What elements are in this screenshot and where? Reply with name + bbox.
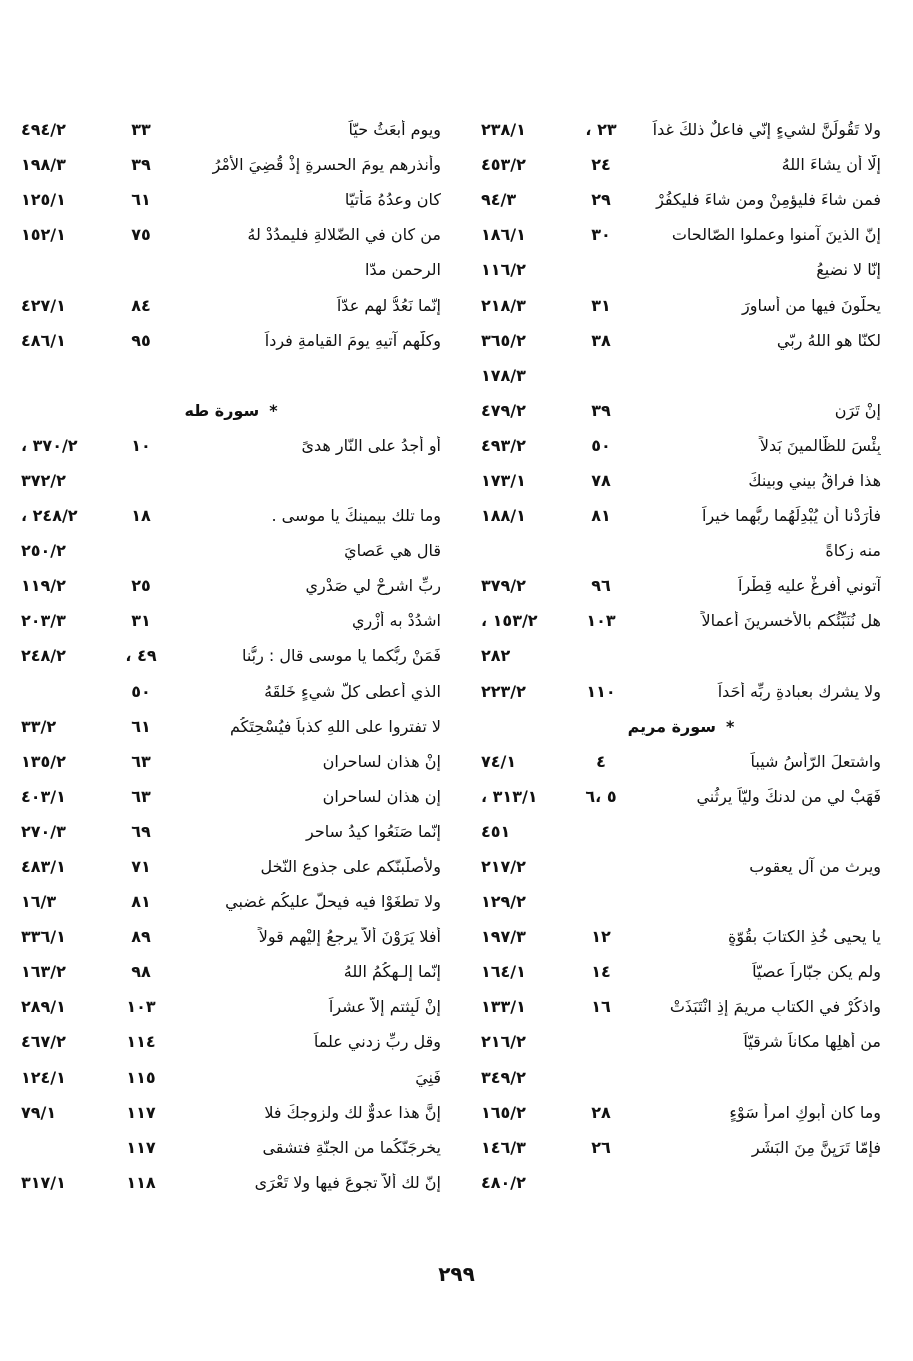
index-entry [21, 954, 441, 989]
index-entry [21, 463, 441, 498]
star-icon: * [726, 716, 735, 736]
page-reference: ٢٣٨/١ [481, 120, 526, 140]
verse-number: ٣١ [591, 295, 611, 315]
verse-text: فَنِيَ [415, 1067, 441, 1087]
verse-text: يخرجَنّكُما من الجنّةِ فتشقى [262, 1137, 441, 1157]
verse-text: الذي أعطى كلَّ شيءٍ خَلقَهُ [264, 681, 441, 701]
index-entry [21, 323, 441, 358]
index-entry [21, 849, 441, 884]
page-reference: ١٦٤/١ [481, 962, 526, 982]
index-entry [481, 849, 881, 884]
verse-text: وما تلك بيمينكَ يا موسى . [271, 506, 441, 526]
index-entry [481, 287, 881, 322]
index-entry [481, 1024, 881, 1059]
index-entry [481, 674, 881, 709]
index-entry [21, 533, 441, 568]
verse-number: ١٢ [591, 927, 611, 947]
index-entry [481, 147, 881, 182]
verse-text: إنّما صَنَعُوا كيدُ ساحرٍ [306, 821, 441, 841]
page-reference: ٢٨٩/١ [21, 997, 66, 1017]
verse-text: آتوني أُفرِغْ عليه قِطْراً [738, 576, 881, 596]
page-reference: ٤٧٩/٢ [481, 400, 526, 420]
verse-text: إنّ لك ألاّ تجوعَ فيها ولا تَعْرَى [254, 1172, 441, 1192]
verse-text: إن هذان لساحران [322, 786, 441, 806]
star-icon: * [269, 400, 278, 420]
index-entry [481, 498, 881, 533]
verse-text: لا تفتروا على اللهِ كذباً فيُسْحِتَكُم [229, 716, 441, 736]
verse-number: ٨٩ [131, 927, 151, 947]
verse-number: ١٦ [591, 997, 611, 1017]
sura-title: سورة طه [184, 400, 260, 420]
verse-number: ١١٧ [126, 1102, 156, 1122]
verse-text: ولأصلّبنّكم على جذوعِ النّخلِ [260, 857, 441, 877]
verse-text: اشدُدْ به أزْري [352, 611, 441, 631]
index-entry [21, 1024, 441, 1059]
verse-number: ٨٤ [131, 295, 151, 315]
index-entry [21, 989, 441, 1024]
page-reference: ٢٠٣/٣ [21, 611, 66, 631]
verse-text: إلّا أن يشاءَ اللهُ [781, 155, 881, 175]
index-entry [21, 217, 441, 252]
verse-number: ٣١ [131, 611, 151, 631]
verse-number: ٢٣ ، [585, 120, 617, 140]
index-entry [21, 674, 441, 709]
verse-number: ١٠٣ [126, 997, 156, 1017]
index-entry [21, 709, 441, 744]
index-entry [21, 147, 441, 182]
verse-text: إنّ الذينَ آمنوا وعملوا الصّالحات [671, 225, 881, 245]
verse-text: يا يحيى خُذِ الكتابَ بقُوّةٍ [727, 927, 881, 947]
verse-text: كان وعدُهُ مَأتيّا [344, 190, 441, 210]
page-reference: ٣١٣/١ ، [481, 786, 538, 806]
verse-number: ٩٨ [131, 962, 151, 982]
page-reference: ٣٣٦/١ [21, 927, 66, 947]
verse-text: بِئْسَ للظّالمينَ بَدلاً [759, 435, 881, 455]
verse-number: ٣٩ [591, 400, 611, 420]
verse-number: ٧٨ [591, 470, 611, 490]
verse-text: من كان في الضّلالةِ فليمدُدْ لهُ [247, 225, 441, 245]
verse-text: واشتعلَ الرّأسُ شيباً [750, 751, 881, 771]
index-entry [21, 779, 441, 814]
verse-number: ٢٥ [131, 576, 151, 596]
verse-text: إنّما إلـهكُمُ اللهُ [343, 962, 441, 982]
verse-text: وما كان أبوكِ امرأ سَوْءٍ [729, 1102, 881, 1122]
page-reference: ٣٧٢/٢ [21, 470, 66, 490]
page-reference: ٤٦٧/٢ [21, 1032, 66, 1052]
page-reference: ٤٥١ [481, 821, 511, 841]
verse-number: ٣٨ [591, 330, 611, 350]
page-reference: ١٥٣/٢ ، [481, 611, 538, 631]
verse-number: ١٤ [591, 962, 611, 982]
verse-number: ٥٠ [591, 435, 611, 455]
page-reference: ٢٢٣/٢ [481, 681, 526, 701]
verse-text: ولم يكن جبّاراً عصيّاً [752, 962, 881, 982]
page-reference: ١٦/٣ [21, 892, 57, 912]
verse-number: ٤ [596, 751, 606, 771]
index-entry [21, 638, 441, 673]
page-reference: ١١٦/٢ [481, 260, 526, 280]
verse-text: ويوم أُبعَثُ حيّاً [348, 120, 441, 140]
page-reference: ١٧٣/١ [481, 470, 526, 490]
verse-text: إنّا لا نضيعُ [816, 260, 881, 280]
verse-text: ولا تطغَوْا فيه فيحلَّ عليكُم غضبي [225, 892, 441, 912]
verse-number: ٧٥ [131, 225, 151, 245]
page-reference: ٤٨٠/٢ [481, 1172, 526, 1192]
index-entry [481, 252, 881, 287]
verse-text: من أهلِها مكاناً شرقيّاً [743, 1032, 881, 1052]
page-reference: ٤٠٣/١ [21, 786, 66, 806]
verse-number: ٢٩ [591, 190, 611, 210]
page-reference: ١٧٨/٣ [481, 365, 526, 385]
verse-text: منه زكاةً [825, 541, 881, 561]
verse-number: ٨١ [591, 506, 611, 526]
page-reference: ١٨٨/١ [481, 506, 526, 526]
index-entry [481, 217, 881, 252]
verse-number: ٧١ [131, 857, 151, 877]
verse-text: فَمَنْ ربُّكما يا موسى قال : ربُّنا [241, 646, 441, 666]
index-entry [481, 323, 881, 358]
page-reference: ٢١٧/٢ [481, 857, 526, 877]
page-reference: ٣٦٥/٢ [481, 330, 526, 350]
verse-number: ٩٥ [131, 330, 151, 350]
page-reference: ٢٧٠/٣ [21, 821, 66, 841]
index-entry [481, 989, 881, 1024]
index-entry [481, 182, 881, 217]
index-entry [481, 638, 881, 673]
verse-text: وقل ربِّ زدني علماً [313, 1032, 441, 1052]
page-reference: ٣٧٩/٢ [481, 576, 526, 596]
index-entry [21, 498, 441, 533]
verse-text: إنْ لَبِثتم إلاّ عشراً [328, 997, 441, 1017]
verse-text: إنْ هذانِ لساحرانِ [322, 751, 441, 771]
index-entry [21, 1165, 441, 1200]
verse-number: ١٠ [131, 435, 151, 455]
page-reference: ١٦٥/٢ [481, 1102, 526, 1122]
verse-text: لكنّا هو اللهُ ربّي [776, 330, 881, 350]
verse-number: ١١٤ [126, 1032, 156, 1052]
index-entry [481, 568, 881, 603]
page-reference: ٩٤/٣ [481, 190, 517, 210]
index-entry [481, 603, 881, 638]
index-entry [21, 814, 441, 849]
page-reference: ٤٩٣/٢ [481, 435, 526, 455]
verse-number: ٢٨ [591, 1102, 611, 1122]
verse-number: ٦١ [131, 190, 151, 210]
index-entry [21, 428, 441, 463]
page-reference: ٧٩/١ [21, 1102, 57, 1122]
page-reference: ٧٤/١ [481, 751, 517, 771]
verse-number: ٢٦ [591, 1137, 611, 1157]
verse-text: فأرَدْنا أن يُبْدِلَهُما ربُّهما خيراً [702, 506, 881, 526]
verse-text: وأنذرهم يومَ الحسرةِ إذْ قُضِيَ الأمْرُ [212, 155, 441, 175]
sura-title: سورة مريم [627, 716, 717, 736]
index-entry [481, 1095, 881, 1130]
index-entry [21, 287, 441, 322]
index-entry [481, 463, 881, 498]
page-reference: ١٨٦/١ [481, 225, 526, 245]
index-entry [481, 1060, 881, 1095]
page-reference: ٢٥٠/٢ [21, 541, 66, 561]
index-entry [481, 358, 881, 393]
page-reference: ٤٨٣/١ [21, 857, 66, 877]
verse-number: ٦٣ [131, 786, 151, 806]
page-reference: ١٢٩/٢ [481, 892, 526, 912]
page-reference: ٤٩٤/٢ [21, 120, 66, 140]
verse-number: ٣٠ [591, 225, 611, 245]
index-entry [21, 182, 441, 217]
verse-number: ١١٨ [126, 1172, 156, 1192]
verse-number: ١٨ [131, 506, 151, 526]
page-reference: ٣١٧/١ [21, 1172, 66, 1192]
page-reference: ١٩٧/٣ [481, 927, 526, 947]
index-entry [21, 1130, 441, 1165]
verse-number: ١٠٣ [586, 611, 616, 631]
left-column [21, 112, 441, 1200]
verse-text: أفلا يَرَوْنَ ألاّ يرجعُ إليْهم قولاً [258, 927, 441, 947]
index-entry [481, 1130, 881, 1165]
verse-text: فَهَبْ لي من لدنكَ وليّاً يرثُني [696, 786, 881, 806]
index-entry [21, 919, 441, 954]
page-reference: ١١٩/٢ [21, 576, 66, 596]
verse-text: ربِّ اشرحْ لي صَدْري [305, 576, 441, 596]
verse-text: يحلّونَ فيها من أساورَ [741, 295, 881, 315]
index-entry [21, 358, 441, 393]
index-entry [21, 568, 441, 603]
index-entry [481, 744, 881, 779]
index-entry [21, 884, 441, 919]
verse-number: ٥ ،٦ [585, 786, 617, 806]
index-entry [481, 393, 881, 428]
verse-text: هذا فراقُ بيني وبينكَ [748, 470, 881, 490]
verse-text: إنّما نَعُدُّ لهم عدّاً [336, 295, 441, 315]
verse-number: ٣٣ [131, 120, 151, 140]
verse-text: إنْ تَرَنِ [834, 400, 881, 420]
page-reference: ١٦٣/٢ [21, 962, 66, 982]
verse-number: ٦١ [131, 716, 151, 736]
verse-number: ٩٦ [591, 576, 611, 596]
index-entry [21, 252, 441, 287]
index-entry [481, 884, 881, 919]
verse-text: فإمّا تَرَيِنَّ مِنَ البَشَرِ [751, 1137, 881, 1157]
verse-text: ولا تَقُولَنَّ لشيءٍ إنّي فاعلٌ ذلكَ غداً [652, 120, 881, 140]
page-reference: ٣٣/٢ [21, 716, 57, 736]
page-reference: ٢٤٨/٢ ، [21, 506, 78, 526]
index-entry [21, 603, 441, 638]
verse-text: ويرث من آل يعقوب [749, 857, 881, 877]
page-reference: ٢١٦/٢ [481, 1032, 526, 1052]
index-entry [481, 1165, 881, 1200]
index-entry [481, 919, 881, 954]
page-reference: ٢١٨/٣ [481, 295, 526, 315]
page-reference: ١٢٤/١ [21, 1067, 66, 1087]
page-reference: ١٣٣/١ [481, 997, 526, 1017]
index-entry [481, 814, 881, 849]
page-reference: ١٣٥/٢ [21, 751, 66, 771]
verse-text: إنَّ هذا عدوٌّ لك ولزوجكَ فلا [264, 1102, 441, 1122]
index-entry [21, 1095, 441, 1130]
verse-number: ٦٩ [131, 821, 151, 841]
verse-number: ١١٧ [126, 1137, 156, 1157]
verse-text: ولا يشرك بعبادةِ ربِّه أحَداً [717, 681, 881, 701]
verse-text: الرحمن مدّا [365, 260, 441, 280]
page-reference: ٣٤٩/٢ [481, 1067, 526, 1087]
verse-number: ٢٤ [591, 155, 611, 175]
page-reference: ١٩٨/٣ [21, 155, 66, 175]
page-reference: ١٢٥/١ [21, 190, 66, 210]
page-reference: ١٤٦/٣ [481, 1137, 526, 1157]
index-entry [21, 112, 441, 147]
page-reference: ٢٨٢ [481, 646, 511, 666]
verse-number: ٤٩ ، [125, 646, 157, 666]
verse-number: ١١٥ [126, 1067, 156, 1087]
page-reference: ٤٨٦/١ [21, 330, 66, 350]
page-reference: ٢٤٨/٢ [21, 646, 66, 666]
page-reference: ٣٧٠/٢ ، [21, 435, 78, 455]
index-entry [481, 112, 881, 147]
page-reference: ٤٥٣/٢ [481, 155, 526, 175]
sura-heading [481, 709, 881, 744]
index-entry [21, 744, 441, 779]
index-entry [481, 779, 881, 814]
verse-number: ٣٩ [131, 155, 151, 175]
verse-number: ٨١ [131, 892, 151, 912]
index-entry [481, 954, 881, 989]
verse-number: ١١٠ [586, 681, 616, 701]
page-reference: ٤٢٧/١ [21, 295, 66, 315]
verse-text: هل نُنَبِّئُكم بالأخسرينَ أعمالاً [701, 611, 881, 631]
verse-text: فمن شاءَ فليؤمِنْ ومن شاءَ فليكفُرْ [656, 190, 881, 210]
sura-heading [21, 393, 441, 428]
right-column [481, 112, 881, 1200]
index-entry [481, 428, 881, 463]
index-entry [481, 533, 881, 568]
page-number: ٢٩٩ [438, 1262, 475, 1286]
verse-number: ٦٣ [131, 751, 151, 771]
index-entry [21, 1060, 441, 1095]
verse-text: واذكُرْ في الكتابِ مريمَ إذِ انْتَبَذَتْ [669, 997, 881, 1017]
verse-number: ٥٠ [131, 681, 151, 701]
verse-text: قال هي عَصايَ [344, 541, 441, 561]
verse-text: وكلُّهم آتيهِ يومَ القيامةِ فرداً [264, 330, 441, 350]
page-reference: ١٥٢/١ [21, 225, 66, 245]
verse-text: أو أجدُ على النّارِ هدىً [301, 435, 441, 455]
